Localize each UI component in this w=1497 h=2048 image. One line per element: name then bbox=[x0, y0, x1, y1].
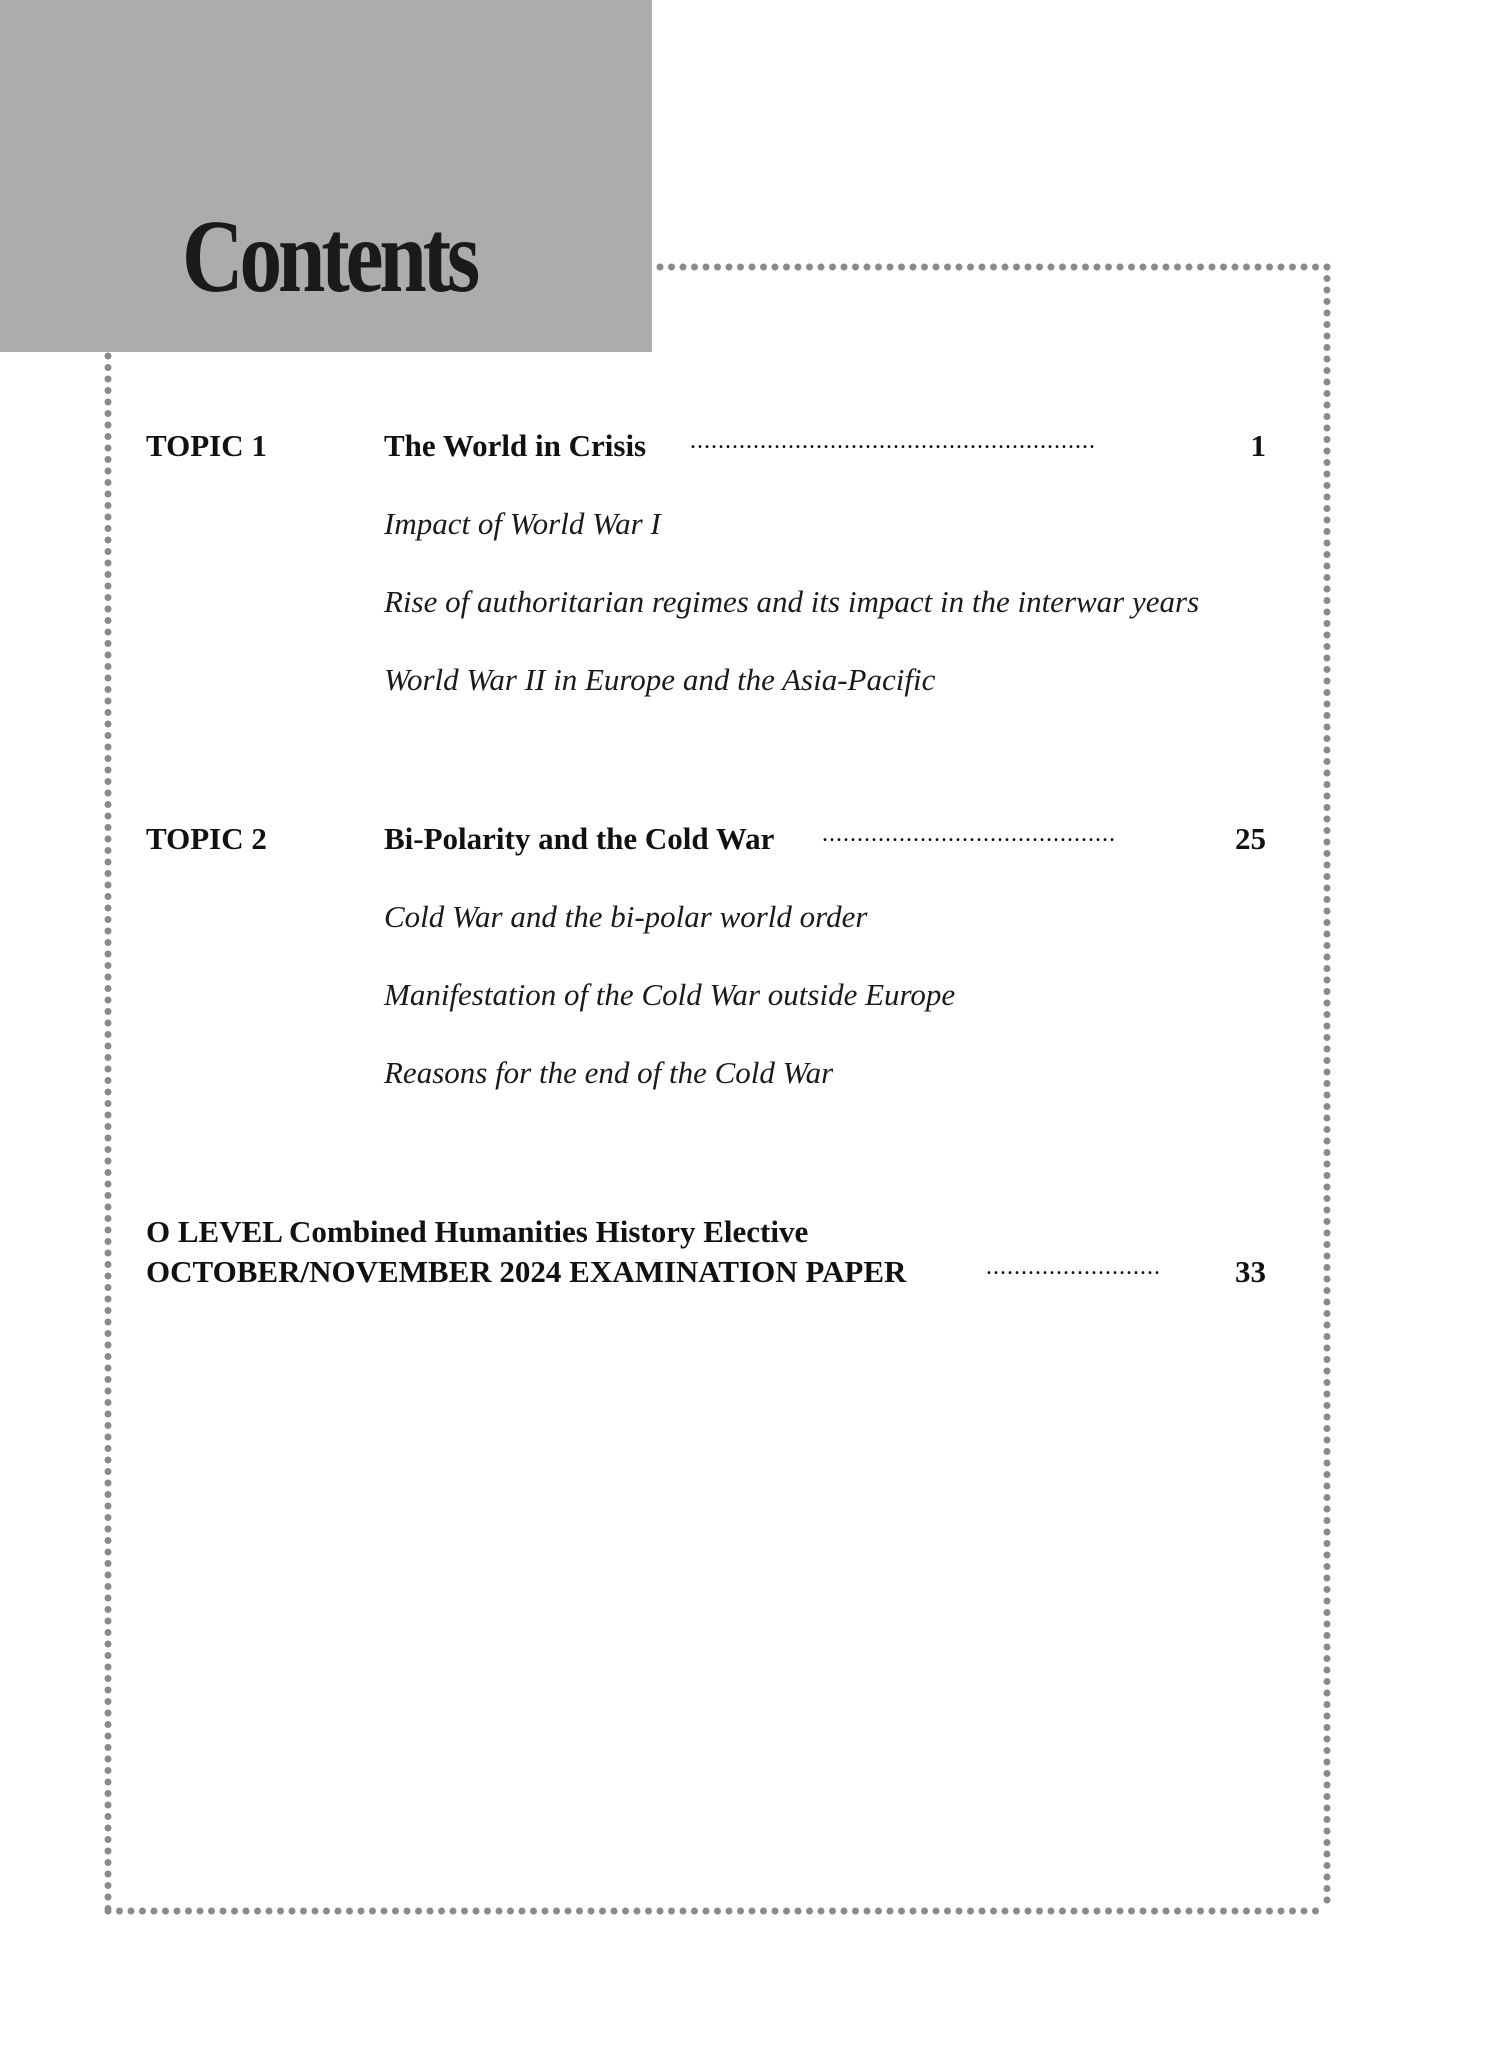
exam-title-line-1: O LEVEL Combined Humanities History Elective bbox=[146, 1214, 809, 1249]
topic-1-leader: .......................................................... bbox=[690, 428, 1096, 454]
page-title: Contents bbox=[182, 199, 477, 314]
toc-row-exam-paper[interactable] bbox=[146, 1254, 1266, 1294]
topic-2-subtopic-3: Reasons for the end of the Cold War bbox=[384, 1055, 834, 1090]
toc-row-topic-2[interactable] bbox=[146, 821, 1266, 861]
topic-1-page-number: 1 bbox=[1250, 428, 1266, 463]
topic-2-leader: .......................................... bbox=[822, 821, 1116, 847]
topic-1-subtopic-1: Impact of World War I bbox=[384, 506, 661, 541]
topic-2-label: TOPIC 2 bbox=[146, 821, 267, 856]
topic-1-label: TOPIC 1 bbox=[146, 428, 267, 463]
topic-2-title: Bi-Polarity and the Cold War bbox=[384, 821, 775, 856]
topic-1-subtopic-2: Rise of authoritarian regimes and its impact in the interwar years bbox=[384, 584, 1200, 619]
exam-page-number: 33 bbox=[1235, 1254, 1266, 1289]
topic-2-subtopic-1: Cold War and the bi-polar world order bbox=[384, 899, 868, 934]
topic-1-title: The World in Crisis bbox=[384, 428, 647, 463]
topic-2-subtopic-2: Manifestation of the Cold War outside Europe bbox=[384, 977, 956, 1012]
exam-leader: ......................... bbox=[986, 1254, 1161, 1280]
toc-row-topic-1[interactable] bbox=[146, 428, 1266, 468]
topic-2-page-number: 25 bbox=[1235, 821, 1266, 856]
exam-title-line-2: OCTOBER/NOVEMBER 2024 EXAMINATION PAPER bbox=[146, 1254, 907, 1289]
topic-1-subtopic-3: World War II in Europe and the Asia-Pacific bbox=[384, 662, 936, 697]
